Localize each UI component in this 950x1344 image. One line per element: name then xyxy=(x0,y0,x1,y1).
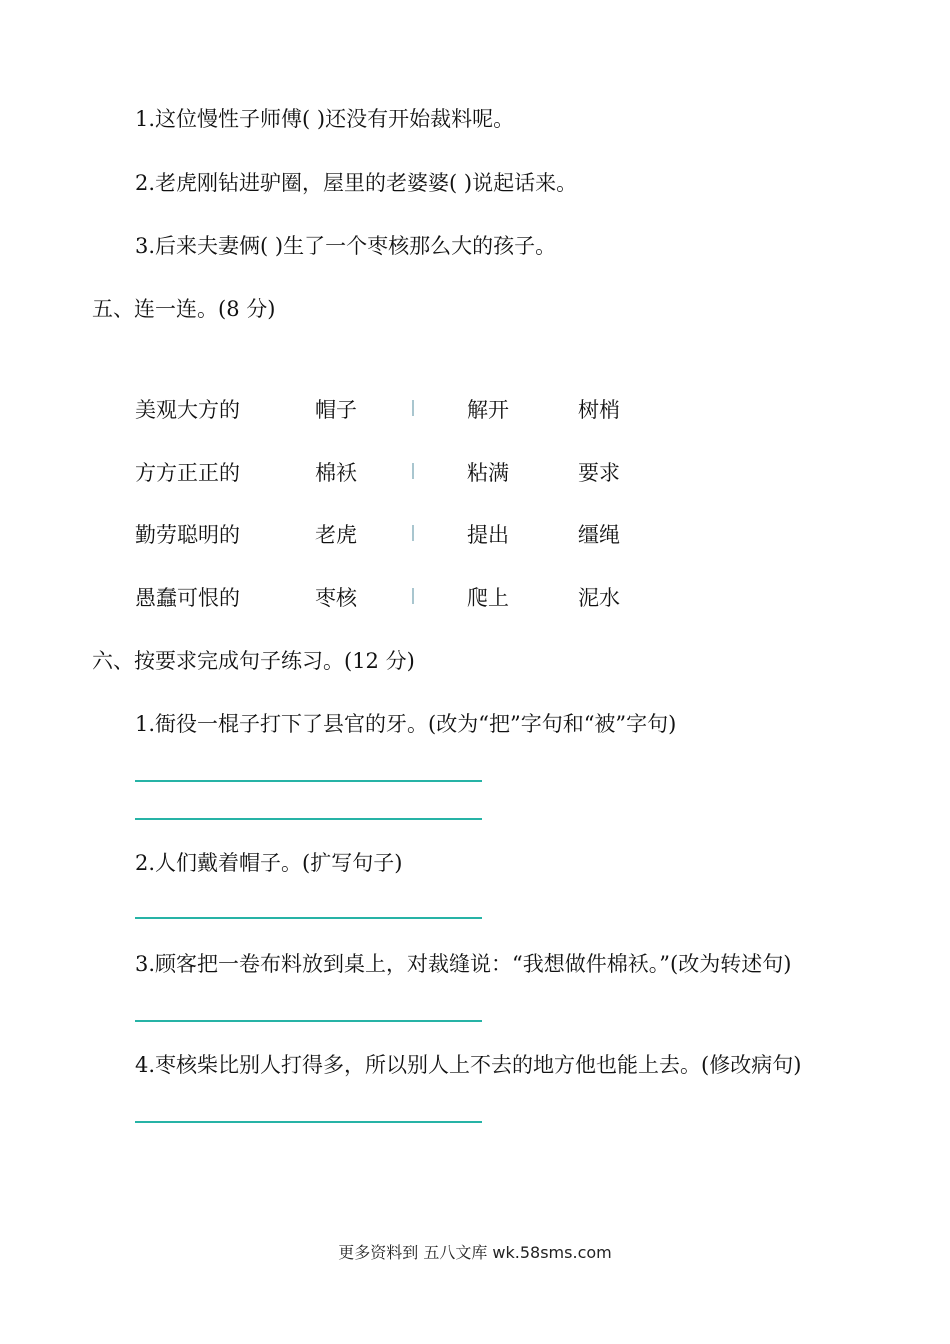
answer-line[interactable] xyxy=(135,1121,482,1123)
sentence-question-1: 1.衙役一棍子打下了县官的牙。(改为“把”字句和“被”字句) xyxy=(135,712,677,736)
match-verb: 解开 xyxy=(467,398,509,422)
column-divider xyxy=(412,463,414,479)
match-object: 缰绳 xyxy=(578,523,620,547)
match-object: 泥水 xyxy=(578,586,620,610)
match-row xyxy=(0,521,950,549)
column-divider xyxy=(412,400,414,416)
match-noun: 棉袄 xyxy=(315,461,357,485)
fill-in-item-2: 2.老虎刚钻进驴圈，屋里的老婆婆( )说起话来。 xyxy=(135,171,578,195)
match-row xyxy=(0,584,950,612)
match-noun: 帽子 xyxy=(315,398,357,422)
answer-line[interactable] xyxy=(135,917,482,919)
answer-line[interactable] xyxy=(135,780,482,782)
answer-line[interactable] xyxy=(135,1020,482,1022)
column-divider xyxy=(412,588,414,604)
sentence-question-2: 2.人们戴着帽子。(扩写句子) xyxy=(135,851,403,875)
match-verb: 爬上 xyxy=(467,586,509,610)
match-object: 树梢 xyxy=(578,398,620,422)
match-noun: 老虎 xyxy=(315,523,357,547)
footer-link[interactable]: 更多资料到 五八文库 wk.58sms.com xyxy=(338,1243,612,1262)
match-verb: 粘满 xyxy=(467,461,509,485)
column-divider xyxy=(412,525,414,541)
match-object: 要求 xyxy=(578,461,620,485)
match-adjective: 愚蠢可恨的 xyxy=(135,586,240,610)
answer-line[interactable] xyxy=(135,818,482,820)
match-adjective: 美观大方的 xyxy=(135,398,240,422)
match-noun: 枣核 xyxy=(315,586,357,610)
match-row xyxy=(0,459,950,487)
match-verb: 提出 xyxy=(467,523,509,547)
match-row xyxy=(0,396,950,424)
section-5-title: 五、连一连。(8 分) xyxy=(92,297,276,321)
section-6-title: 六、按要求完成句子练习。(12 分) xyxy=(92,649,415,673)
match-adjective: 勤劳聪明的 xyxy=(135,523,240,547)
fill-in-item-1: 1.这位慢性子师傅( )还没有开始裁料呢。 xyxy=(135,107,515,131)
sentence-question-3: 3.顾客把一卷布料放到桌上，对裁缝说：“我想做件棉袄。”(改为转述句) xyxy=(135,952,792,976)
fill-in-item-3: 3.后来夫妻俩( )生了一个枣核那么大的孩子。 xyxy=(135,234,557,258)
match-adjective: 方方正正的 xyxy=(135,461,240,485)
sentence-question-4: 4.枣核柴比别人打得多，所以别人上不去的地方他也能上去。(修改病句) xyxy=(135,1053,802,1077)
